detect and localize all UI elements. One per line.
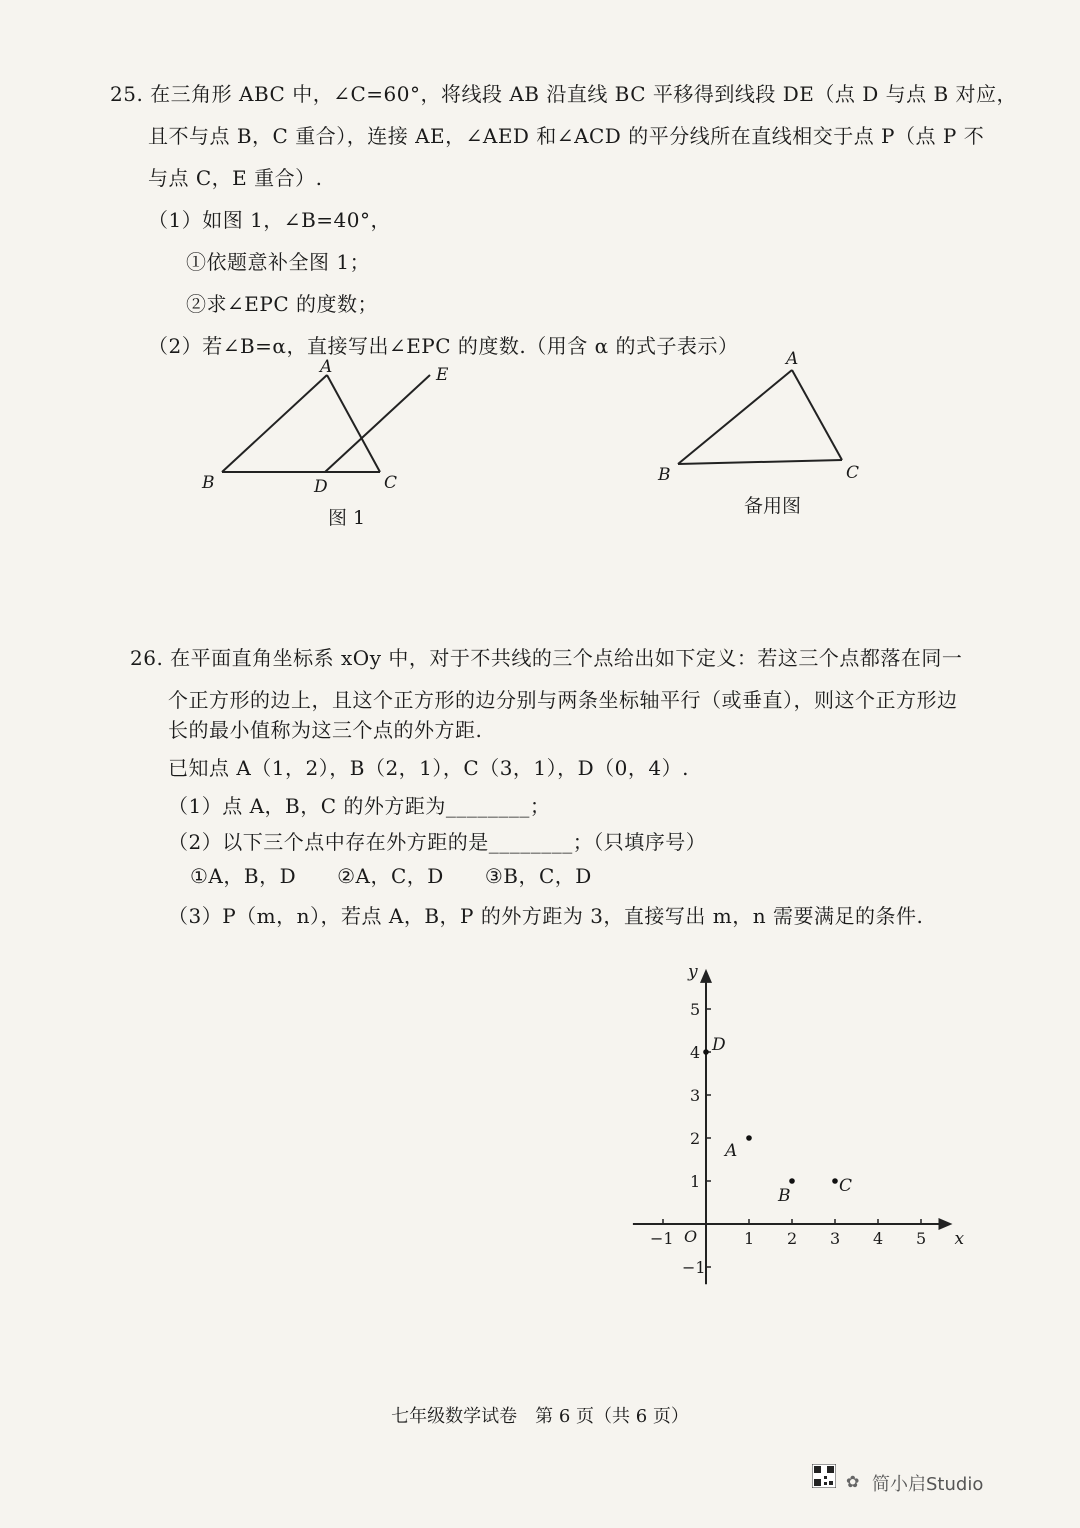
spare-segment-bc: [678, 460, 842, 464]
spare-label-b: B: [658, 465, 671, 485]
fig1-label-d: D: [314, 477, 328, 497]
coordinate-plane: [620, 950, 965, 1290]
q25-line-3: 与点 C，E 重合）.: [148, 166, 323, 190]
x-tick-label-3: 3: [830, 1229, 841, 1248]
y-axis-arrow: [700, 969, 712, 983]
figure-1-caption: 图 1: [328, 507, 366, 529]
fig1-label-b: B: [202, 473, 215, 493]
page-footer: 七年级数学试卷 第 6 页（共 6 页）: [391, 1406, 689, 1427]
watermark: [812, 1456, 1052, 1512]
figure-spare: [650, 342, 880, 492]
point-b: [789, 1178, 795, 1184]
q25-line-1: 25. 在三角形 ABC 中，∠C=60°，将线段 AB 沿直线 BC 平移得到线段 DE（点 D 与点 B 对应，: [110, 82, 1018, 106]
q25-part-1-a: ①依题意补全图 1；: [186, 250, 371, 274]
spare-label-c: C: [846, 463, 860, 483]
wechat-icon: ✿: [846, 1472, 860, 1491]
fig1-label-c: C: [384, 473, 398, 493]
spare-segment-ab: [678, 370, 792, 464]
x-tick-label-5: 5: [916, 1229, 927, 1248]
point-label-c: C: [839, 1176, 853, 1196]
q26-line-2: 个正方形的边上，且这个正方形的边分别与两条坐标轴平行（或垂直），则这个正方形边: [168, 688, 958, 712]
q26-given-points: 已知点 A（1，2），B（2，1），C（3，1），D（0，4）.: [168, 756, 689, 780]
fig1-label-a: A: [320, 357, 333, 377]
q26-part-1: （1）点 A，B，C 的外方距为________；: [168, 794, 551, 818]
y-tick-label-3: 3: [690, 1086, 701, 1105]
x-tick-label-2: 2: [787, 1229, 798, 1248]
spare-segment-ac: [792, 370, 842, 460]
q25-part-1: （1）如图 1，∠B=40°，: [148, 208, 391, 232]
watermark-text: 简小启Studio: [872, 1474, 984, 1495]
q26-part-2: （2）以下三个点中存在外方距的是________；（只填序号）: [168, 830, 707, 854]
y-tick-label-2: 2: [690, 1129, 701, 1148]
segment-de: [325, 375, 430, 472]
point-c: [832, 1178, 838, 1184]
q26-options: ①A，B，D ②A，C，D ③B，C，D: [190, 864, 592, 888]
x-tick-label-1: 1: [744, 1229, 755, 1248]
fig1-label-e: E: [436, 365, 449, 385]
x-tick-label--1: −1: [650, 1229, 674, 1248]
q26-line-3: 长的最小值称为这三个点的外方距.: [168, 718, 483, 742]
q25-line-2: 且不与点 B，C 重合），连接 AE，∠AED 和∠ACD 的平分线所在直线相交于点 P（点 P 不: [148, 124, 985, 148]
spare-label-a: A: [786, 349, 799, 369]
figure-spare-caption: 备用图: [744, 495, 802, 517]
q26-line-1: 26. 在平面直角坐标系 xOy 中，对于不共线的三个点给出如下定义：若这三个点都落在同一: [130, 646, 963, 670]
point-label-d: D: [712, 1035, 726, 1055]
y-axis-label: y: [688, 961, 698, 982]
y-tick-label-5: 5: [690, 1000, 701, 1019]
q26-part-3: （3）P（m，n），若点 A，B，P 的外方距为 3，直接写出 m，n 需要满足的条件.: [168, 904, 924, 928]
y-tick-label-1: 1: [690, 1172, 701, 1191]
y-tick-label--1: −1: [682, 1258, 706, 1277]
point-a: [746, 1135, 752, 1141]
segment-ac: [327, 375, 380, 472]
point-label-a: A: [725, 1141, 738, 1161]
segment-ab: [222, 375, 327, 472]
origin-label: O: [684, 1227, 698, 1246]
x-axis-label: x: [954, 1229, 965, 1249]
figure-1: [180, 350, 480, 510]
y-tick-label-4: 4: [690, 1043, 701, 1062]
q25-part-1-b: ②求∠EPC 的度数；: [186, 292, 378, 316]
x-axis-arrow: [939, 1218, 953, 1230]
q25-part-2: （2）若∠B=α，直接写出∠EPC 的度数.（用含 α 的式子表示）: [148, 334, 739, 358]
x-tick-label-4: 4: [873, 1229, 884, 1248]
point-label-b: B: [778, 1186, 791, 1206]
qr-code-icon: [812, 1464, 836, 1488]
point-d: [703, 1049, 709, 1055]
